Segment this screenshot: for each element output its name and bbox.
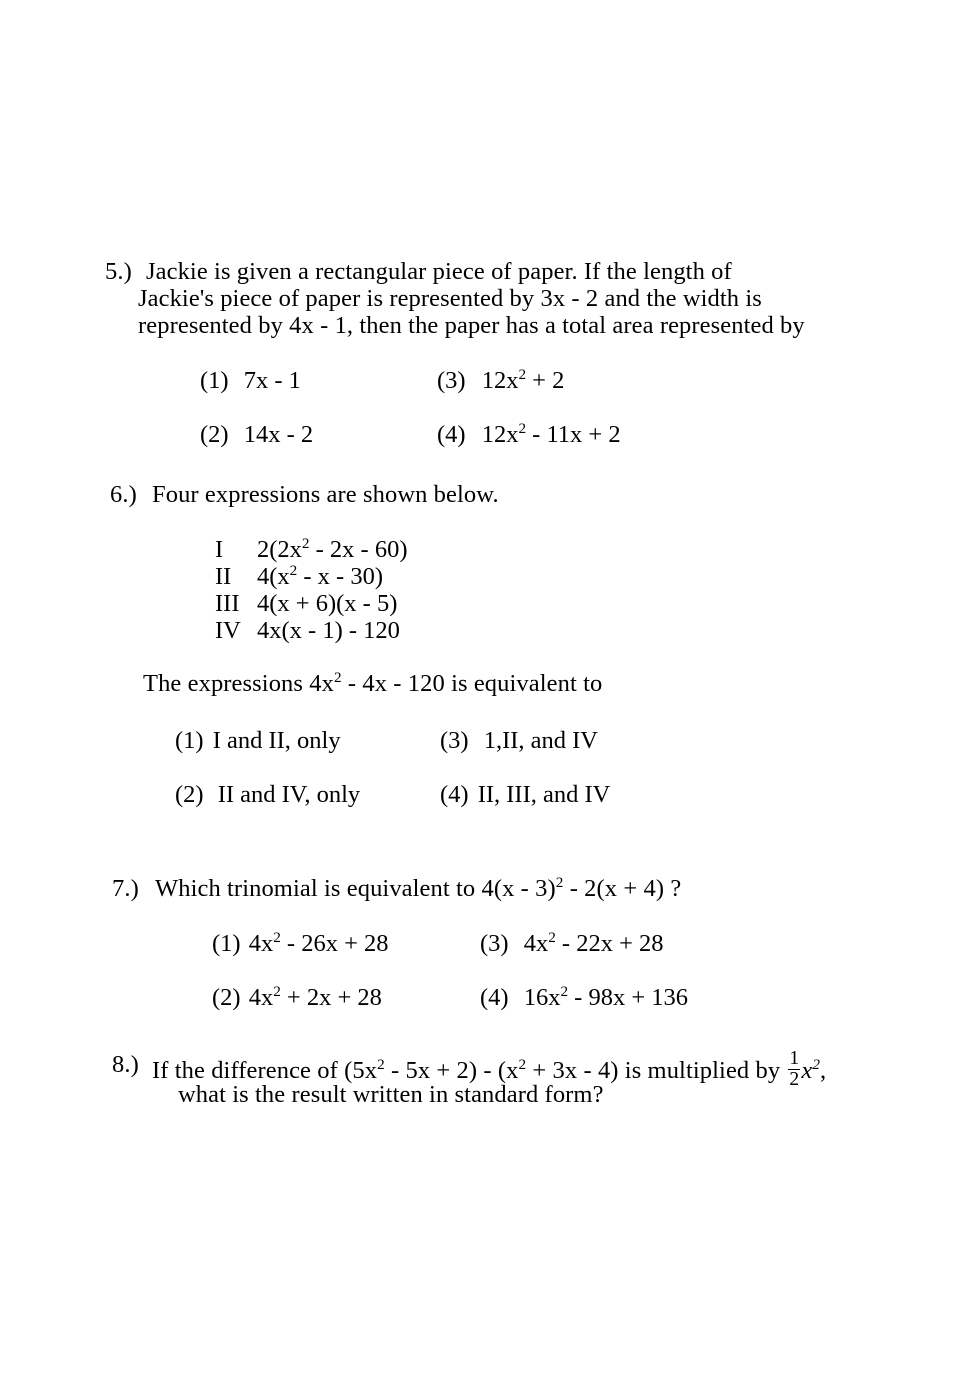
question-8-stem-line-2: what is the result written in standard form?	[178, 1081, 604, 1108]
expression-III-label: III	[215, 590, 240, 617]
question-7-choice-3-label: (3)	[480, 930, 509, 957]
question-5-choice-1[interactable]	[200, 367, 301, 395]
question-7-choice-3-text-pre: 4x	[523, 930, 549, 957]
question-5-choice-4-label: (4)	[437, 421, 466, 448]
question-6-choice-1-label: (1)	[175, 727, 204, 754]
question-5-number: 5.)	[105, 258, 132, 285]
expression-I-text-pre: 2(2x	[257, 536, 302, 563]
question-5-choice-2-text: 14x - 2	[243, 421, 314, 448]
question-7-choice-4[interactable]	[480, 984, 688, 1012]
expression-II-exponent: 2	[289, 561, 298, 579]
question-7-choice-4-text-pre: 16x	[523, 984, 561, 1011]
question-7-choice-2-exponent: 2	[273, 982, 281, 1000]
expression-IV-label: IV	[215, 617, 241, 644]
question-6-sub-stem-pre: The expressions 4x	[143, 670, 334, 697]
question-8-stem-exponent-2: 2	[518, 1056, 527, 1074]
expression-II-label: II	[215, 563, 232, 590]
question-6-choice-1[interactable]	[175, 727, 341, 755]
question-8-number: 8.)	[112, 1051, 139, 1078]
expression-item-I	[215, 536, 408, 563]
question-8-stem-trailing-comma: ,	[820, 1057, 827, 1085]
fraction-tail-base: x	[801, 1057, 813, 1085]
question-5-choice-3[interactable]	[437, 367, 564, 395]
expression-item-IV	[215, 617, 400, 644]
expression-item-III	[215, 590, 397, 617]
fraction-denominator: 2	[789, 1068, 800, 1090]
question-7-stem-post: - 2(x + 4) ?	[563, 875, 682, 902]
question-5-choice-3-label: (3)	[437, 367, 466, 394]
question-6-stem-line-1: Four expressions are shown below.	[152, 481, 499, 508]
expression-item-II	[215, 563, 383, 590]
question-8-stem-post: + 3x - 4) is multiplied by	[526, 1057, 787, 1085]
question-6-choice-3-label: (3)	[440, 727, 469, 754]
question-6-sub-stem	[143, 670, 602, 697]
question-7-choice-4-exponent: 2	[560, 982, 569, 1000]
question-7-stem	[155, 875, 681, 902]
question-5-choice-3-text-post: + 2	[526, 367, 565, 394]
expression-II-text-post: - x - 30)	[297, 563, 383, 590]
question-6-choice-3-text: 1,II, and IV	[483, 727, 598, 754]
question-8-stem-mid: - 5x + 2) - (x	[384, 1057, 519, 1085]
question-7-choice-3[interactable]	[480, 930, 664, 958]
question-7-choice-3-text-post: - 22x + 28	[555, 930, 664, 957]
question-5-choice-1-text: 7x - 1	[243, 367, 301, 394]
question-6-choice-1-text: I and II, only	[212, 727, 341, 754]
question-6-choice-3[interactable]	[440, 727, 598, 755]
question-7-choice-1-text-pre: 4x	[248, 930, 274, 957]
question-5-choice-3-text-pre: 12x	[481, 367, 519, 394]
question-6-choice-4-label: (4)	[440, 781, 469, 808]
question-5-choice-4-exponent: 2	[518, 419, 527, 437]
question-7-choice-2-text-pre: 4x	[248, 984, 274, 1011]
question-5-choice-2-label: (2)	[200, 421, 229, 448]
question-7-choice-1-text-post: - 26x + 28	[280, 930, 389, 957]
question-5-choice-4-text-pre: 12x	[481, 421, 519, 448]
fraction-tail-exponent: 2	[812, 1056, 821, 1074]
question-6-number: 6.)	[110, 481, 137, 508]
question-7-choice-4-text-post: - 98x + 136	[568, 984, 689, 1011]
question-5-choice-1-label: (1)	[200, 367, 229, 394]
question-7-stem-pre: Which trinomial is equivalent to 4(x - 3)	[155, 875, 556, 902]
question-6-sub-stem-exponent: 2	[333, 668, 342, 686]
expression-I-text-post: - 2x - 60)	[309, 536, 408, 563]
question-7-choice-1-label: (1)	[212, 930, 241, 957]
question-5-choice-4[interactable]	[437, 421, 621, 449]
question-7-choice-1-exponent: 2	[273, 928, 281, 946]
expression-III-text-pre: 4(x + 6)(x - 5)	[257, 590, 398, 617]
question-8-stem-pre: If the difference of (5x	[152, 1057, 378, 1085]
question-7-stem-exponent: 2	[555, 873, 564, 891]
question-5-choice-3-exponent: 2	[518, 365, 527, 383]
expression-II-text-pre: 4(x	[257, 563, 290, 590]
question-7-choice-2-text-post: + 2x + 28	[280, 984, 382, 1011]
question-5-stem-line-2: Jackie's piece of paper is represented by 3x - 2 and the width is	[138, 285, 762, 312]
fraction-numerator: 1	[789, 1048, 800, 1069]
question-7-choice-3-exponent: 2	[548, 928, 556, 946]
question-8-stem-exponent-1: 2	[377, 1056, 385, 1074]
question-7-number: 7.)	[112, 875, 139, 902]
question-6-choice-2-text: II and IV, only	[217, 781, 361, 808]
one-half-fraction	[788, 1049, 800, 1090]
expression-I-exponent: 2	[301, 534, 310, 552]
question-6-choice-4[interactable]	[440, 781, 610, 809]
question-7-choice-1[interactable]	[212, 930, 389, 958]
expression-IV-text-pre: 4x(x - 1) - 120	[257, 617, 400, 644]
question-6-choice-2[interactable]	[175, 781, 360, 809]
question-7-choice-2[interactable]	[212, 984, 382, 1012]
question-6-choice-2-label: (2)	[175, 781, 204, 808]
question-5-choice-4-text-post: - 11x + 2	[526, 421, 621, 448]
question-7-choice-2-label: (2)	[212, 984, 241, 1011]
question-5-stem-line-3: represented by 4x - 1, then the paper has a total area represented by	[138, 312, 805, 339]
question-6-choice-4-text: II, III, and IV	[477, 781, 611, 808]
expression-I-label: I	[215, 536, 224, 563]
question-6-sub-stem-post: - 4x - 120 is equivalent to	[341, 670, 603, 697]
question-5-choice-2[interactable]	[200, 421, 313, 449]
question-5-stem-line-1: Jackie is given a rectangular piece of paper. If the length of	[146, 258, 732, 285]
question-7-choice-4-label: (4)	[480, 984, 509, 1011]
